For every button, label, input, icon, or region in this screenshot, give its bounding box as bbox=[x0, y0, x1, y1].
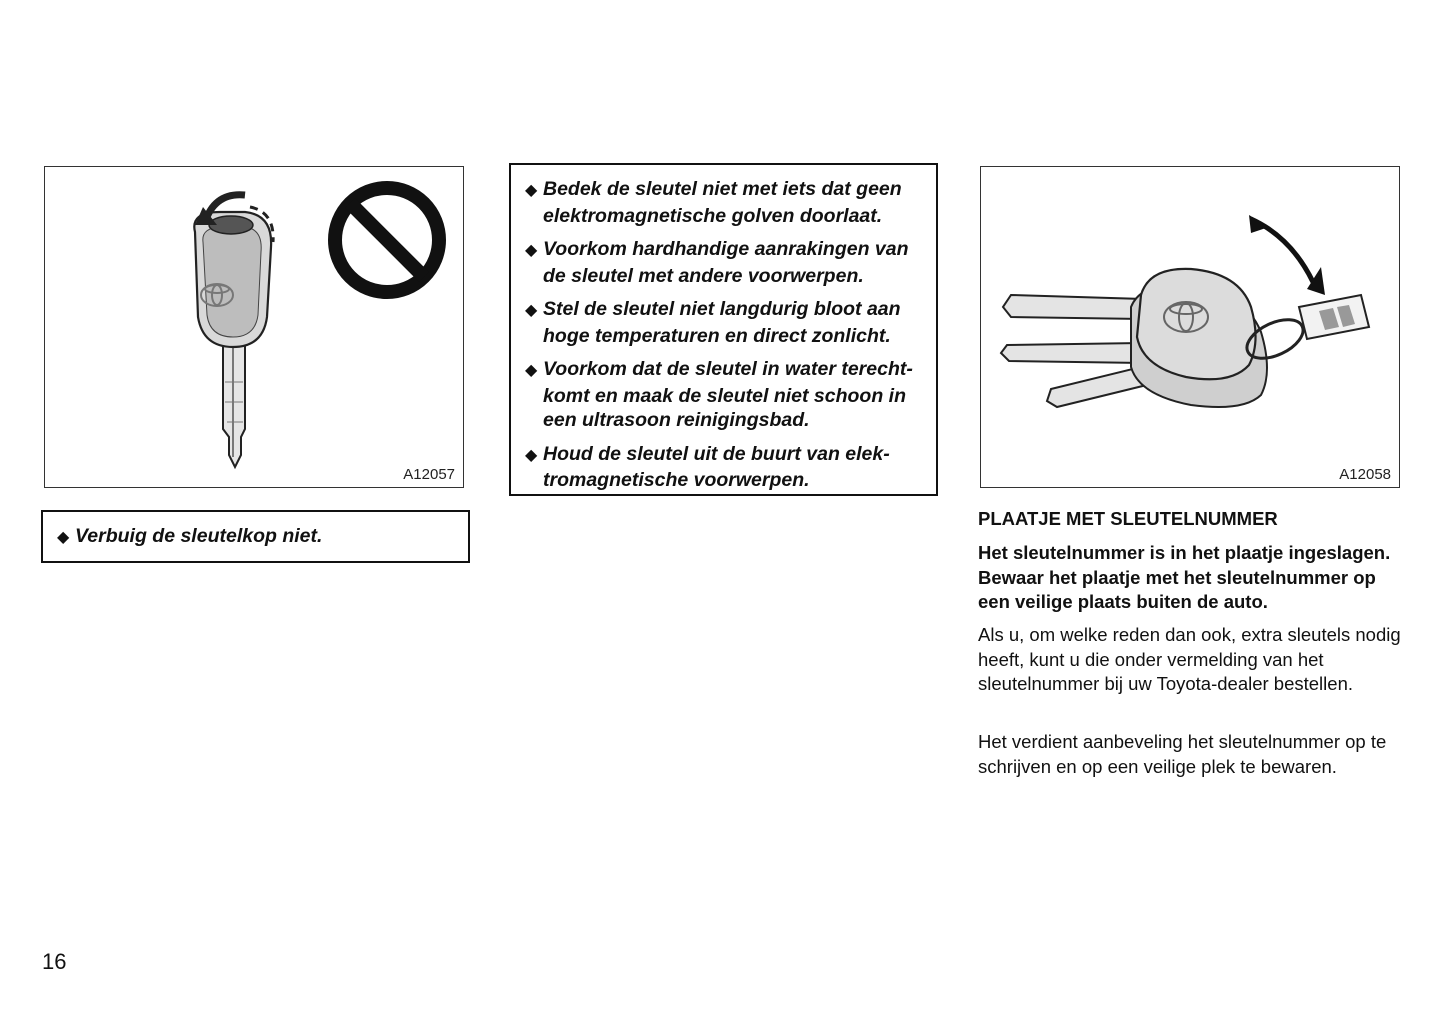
caution-item bbox=[525, 297, 926, 348]
caution-text: Stel de sleutel niet langdurig bloot aan hoge temperaturen en direct zonlicht. bbox=[543, 298, 901, 347]
bold-paragraph: Het sleutelnummer is in het plaatje ingeslagen. Bewaar het plaatje met het sleutelnummer op een veilige plaats buiten de auto. bbox=[978, 542, 1391, 612]
paragraph-extra-keys: Als u, om welke reden dan ook, extra sleutels nodig heeft, kunt u die onder vermelding van het sleutelnummer bij uw Toyota-dealer bestellen. bbox=[978, 624, 1401, 694]
caution-item bbox=[57, 524, 454, 551]
figure-key-bend bbox=[44, 166, 464, 488]
caution-box-middle bbox=[509, 163, 938, 496]
figure-code: A12058 bbox=[1339, 466, 1391, 483]
caution-item bbox=[525, 357, 926, 433]
caution-text: Bedek de sleutel niet met iets dat geen elektromagnetische golven doorlaat. bbox=[543, 178, 902, 227]
caution-item bbox=[525, 442, 926, 493]
diamond-bullet-icon: ◆ bbox=[57, 529, 70, 546]
diamond-bullet-icon: ◆ bbox=[525, 242, 538, 259]
caution-item bbox=[525, 237, 926, 288]
key-ring-icon bbox=[981, 167, 1399, 487]
caution-item bbox=[525, 177, 926, 228]
caution-text: Voorkom hardhandige aanrakingen van de sleutel met andere voorwerpen. bbox=[543, 238, 909, 287]
caution-text: Voorkom dat de sleutel in water terechtkomt en maak de sleutel niet schoon in een ultrasoon reinigingsbad. bbox=[543, 358, 913, 431]
paragraph-write-number: Het verdient aanbeveling het sleutelnummer op te schrijven en op een veilige plek te bewaren. bbox=[978, 731, 1387, 777]
diamond-bullet-icon: ◆ bbox=[525, 362, 538, 379]
page-number: 16 bbox=[42, 949, 67, 974]
figure-code: A12057 bbox=[403, 466, 455, 483]
figure-key-plate bbox=[980, 166, 1400, 488]
caution-text: Verbuig de sleutelkop niet. bbox=[75, 525, 323, 547]
diamond-bullet-icon: ◆ bbox=[525, 446, 538, 464]
prohibition-icon bbox=[327, 180, 447, 300]
diamond-bullet-icon: ◆ bbox=[525, 302, 538, 319]
caution-text: Houd de sleutel uit de buurt van elektromagnetische voorwerpen. bbox=[543, 442, 890, 491]
caution-box-left bbox=[41, 510, 470, 563]
section-heading: PLAATJE MET SLEUTELNUMMER bbox=[978, 508, 1278, 529]
diamond-bullet-icon: ◆ bbox=[525, 182, 538, 199]
